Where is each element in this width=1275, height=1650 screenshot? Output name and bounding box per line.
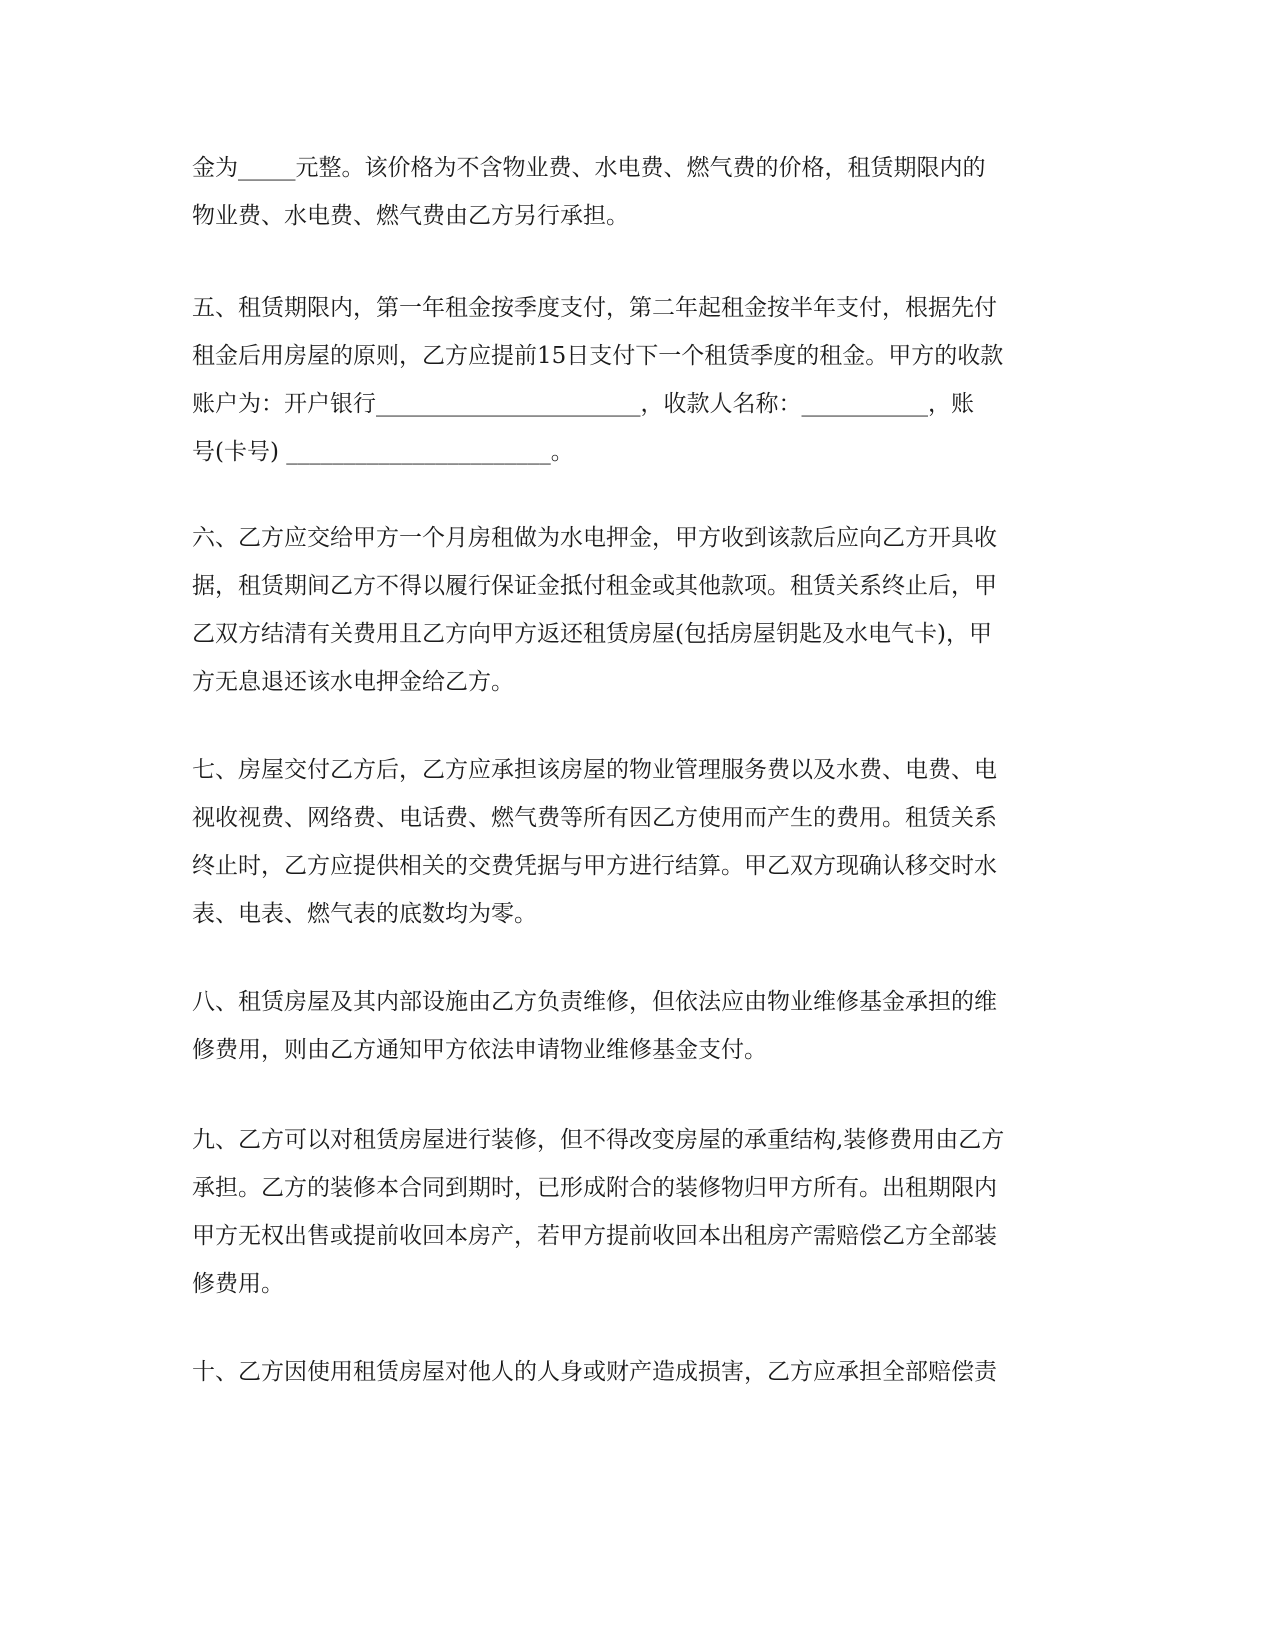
paragraph-line: 号(卡号) _______________________。 (192, 439, 574, 465)
paragraph-line: 表、电表、燃气表的底数均为零。 (192, 901, 537, 927)
paragraph-continuation (192, 144, 1082, 240)
paragraph-line: 金为_____元整。该价格为不含物业费、水电费、燃气费的价格，租赁期限内的 (192, 155, 986, 181)
paragraph-line: 八、租赁房屋及其内部设施由乙方负责维修，但依法应由物业维修基金承担的维 (192, 989, 997, 1015)
paragraph-line: 七、房屋交付乙方后，乙方应承担该房屋的物业管理服务费以及水费、电费、电 (192, 757, 997, 783)
paragraph-line: 乙双方结清有关费用且乙方向甲方返还租赁房屋(包括房屋钥匙及水电气卡)，甲 (192, 621, 992, 647)
paragraph-line: 视收视费、网络费、电话费、燃气费等所有因乙方使用而产生的费用。租赁关系 (192, 805, 997, 831)
clause-6 (192, 514, 1082, 706)
paragraph-line: 据，租赁期间乙方不得以履行保证金抵付租金或其他款项。租赁关系终止后，甲 (192, 573, 997, 599)
paragraph-line: 修费用。 (192, 1271, 284, 1297)
paragraph-line: 方无息退还该水电押金给乙方。 (192, 669, 514, 695)
clause-5 (192, 284, 1082, 476)
clause-8 (192, 978, 1082, 1074)
clause-10 (192, 1348, 1082, 1396)
paragraph-line: 修费用，则由乙方通知甲方依法申请物业维修基金支付。 (192, 1037, 767, 1063)
paragraph-line: 甲方无权出售或提前收回本房产，若甲方提前收回本出租房产需赔偿乙方全部装 (192, 1223, 997, 1249)
paragraph-line: 九、乙方可以对租赁房屋进行装修，但不得改变房屋的承重结构,装修费用由乙方 (192, 1127, 1005, 1153)
clause-9 (192, 1116, 1082, 1308)
paragraph-line: 物业费、水电费、燃气费由乙方另行承担。 (192, 203, 629, 229)
paragraph-line: 承担。乙方的装修本合同到期时，已形成附合的装修物归甲方所有。出租期限内 (192, 1175, 997, 1201)
paragraph-line: 十、乙方因使用租赁房屋对他人的人身或财产造成损害，乙方应承担全部赔偿责 (192, 1359, 997, 1385)
paragraph-line: 账户为：开户银行_______________________，收款人名称：___________，账 (192, 391, 974, 417)
paragraph-line: 终止时，乙方应提供相关的交费凭据与甲方进行结算。甲乙双方现确认移交时水 (192, 853, 997, 879)
paragraph-line: 五、租赁期限内，第一年租金按季度支付，第二年起租金按半年支付，根据先付 (192, 295, 997, 321)
paragraph-line: 租金后用房屋的原则，乙方应提前15日支付下一个租赁季度的租金。甲方的收款 (192, 343, 1004, 369)
clause-7 (192, 746, 1082, 938)
paragraph-line: 六、乙方应交给甲方一个月房租做为水电押金，甲方收到该款后应向乙方开具收 (192, 525, 997, 551)
